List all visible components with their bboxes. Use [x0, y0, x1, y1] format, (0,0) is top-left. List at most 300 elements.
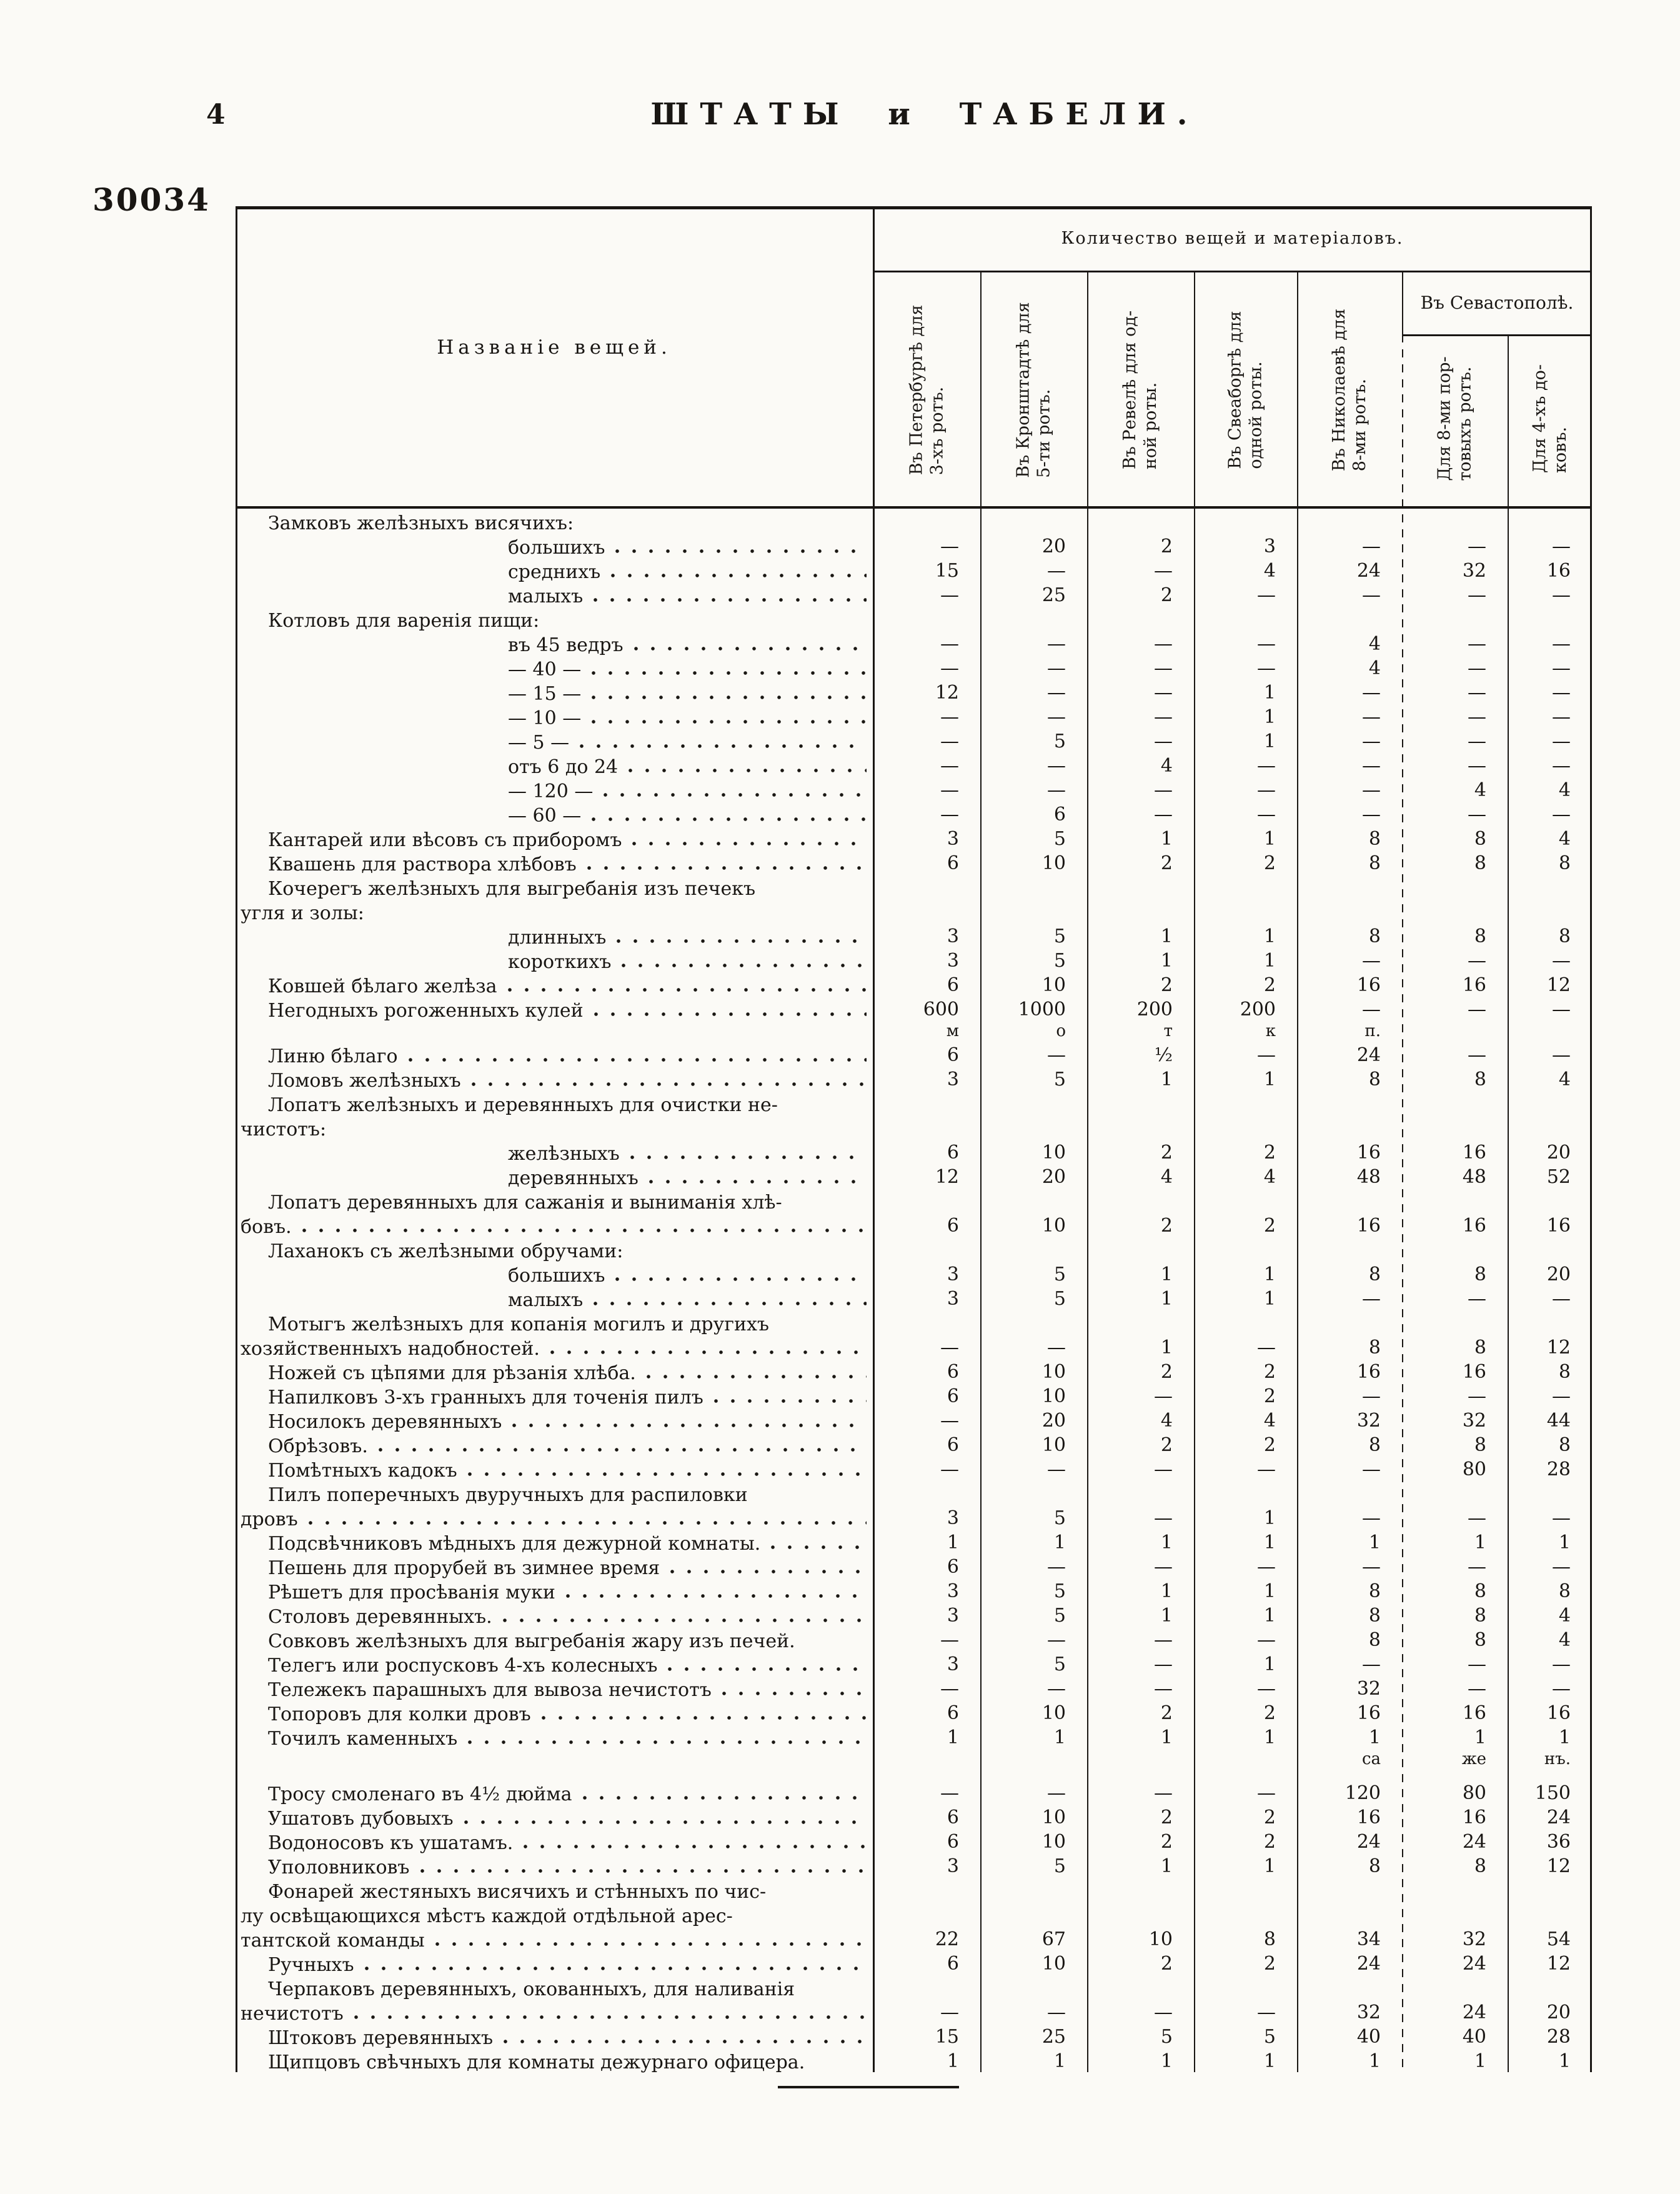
qty-cell-revel: —: [1154, 804, 1173, 825]
item-name: [236, 1069, 873, 1093]
qty-cell-kronstadt: 10: [1041, 852, 1066, 874]
item-name: [236, 779, 873, 804]
qty-cell-nikolaev: [1297, 511, 1402, 536]
qty-cell-sevastopol-docks: 12: [1546, 1337, 1571, 1359]
qty-cell-sevastopol-port: —: [1468, 1653, 1486, 1675]
item-name-text: Замковъ желѣзныхъ висячихъ:: [268, 512, 574, 534]
item-name: [236, 1239, 873, 1264]
qty-cell-sevastopol-docks: 28: [1546, 1459, 1571, 1480]
qty-cell-kronstadt: 1: [1053, 2050, 1066, 2072]
item-name: [236, 657, 873, 682]
qty-cell-petersburg: м: [946, 1022, 959, 1040]
qty-cell-petersburg: 600: [923, 999, 959, 1020]
dot-leader: [364, 1965, 867, 1972]
qty-cell-nikolaev: —: [1362, 1653, 1381, 1675]
qty-cell-petersburg: [873, 877, 980, 925]
qty-cell-nikolaev: 32: [1356, 1678, 1381, 1700]
qty-cell-sevastopol-port: 8: [1474, 1629, 1486, 1651]
qty-cell-petersburg: —: [940, 706, 959, 728]
item-name-text: — 10 —: [508, 707, 582, 729]
qty-cell-nikolaev: —: [1362, 706, 1381, 728]
qty-cell-revel: [1087, 511, 1194, 536]
qty-cell-sevastopol-docks: 1: [1558, 2050, 1571, 2072]
qty-cell-kronstadt: 20: [1041, 1410, 1066, 1432]
qty-cell-sevastopol-port: 1: [1474, 1727, 1486, 1748]
item-name-text: Совковъ желѣзныхъ для выгребанія жару изъ печей.: [268, 1630, 795, 1652]
column-header-label: Въ Петербургѣ для 3-хъ ротъ.: [907, 304, 947, 476]
column-header-label: Въ Кронштадтѣ для 5-ти ротъ.: [1013, 302, 1054, 478]
item-name-text: — 40 —: [508, 659, 582, 681]
qty-cell-petersburg: —: [940, 1629, 959, 1651]
qty-cell-petersburg: 6: [947, 1385, 959, 1407]
item-name-text: въ 45 ведръ: [508, 634, 624, 656]
qty-cell-petersburg: —: [940, 755, 959, 777]
item-name-text: Котловъ для варенія пищи:: [268, 610, 540, 632]
qty-cell-kronstadt: 1: [1053, 1532, 1066, 1553]
qty-cell-nikolaev: 8: [1368, 852, 1381, 874]
qty-cell-kronstadt: 10: [1041, 1215, 1066, 1237]
qty-cell-sevastopol-docks: 8: [1558, 925, 1571, 947]
qty-cell-sveaborg: 2: [1263, 1831, 1276, 1853]
qty-cell-sevastopol-port: 16: [1462, 1215, 1486, 1237]
qty-cell-nikolaev: 32: [1356, 2002, 1381, 2023]
qty-cell-kronstadt: 5: [1053, 1069, 1066, 1090]
qty-cell-nikolaev: са: [1361, 1750, 1381, 1768]
item-name-text: Пешень для прорубей въ зимнее время: [268, 1557, 660, 1579]
item-name-text: Водоносовъ къ ушатамъ.: [268, 1832, 514, 1854]
qty-cell-nikolaev: 8: [1368, 1069, 1381, 1090]
table-row: [236, 536, 1592, 560]
table-row: [236, 1782, 1592, 1807]
dot-leader: [603, 792, 867, 798]
qty-cell-nikolaev: —: [1362, 950, 1381, 972]
qty-cell-kronstadt: [980, 1093, 1087, 1142]
qty-cell-revel: 1: [1160, 1855, 1173, 1877]
qty-cell-sevastopol-docks: 16: [1546, 560, 1571, 582]
qty-cell-sveaborg: 2: [1263, 974, 1276, 996]
dot-leader: [565, 1593, 867, 1599]
dot-leader: [670, 1568, 867, 1575]
table-end-rule: [778, 2086, 959, 2088]
qty-cell-kronstadt: 10: [1041, 1831, 1066, 1853]
column-header-sveaborg: [1194, 280, 1297, 500]
qty-cell-nikolaev: 8: [1368, 1264, 1381, 1285]
qty-cell-sevastopol-docks: —: [1552, 1385, 1571, 1407]
qty-cell-sevastopol-docks: —: [1552, 682, 1571, 704]
qty-cell-sevastopol-port: 8: [1474, 1434, 1486, 1456]
qty-cell-petersburg: 6: [947, 1831, 959, 1853]
qty-cell-kronstadt: 5: [1053, 1507, 1066, 1529]
qty-cell-revel: —: [1154, 706, 1173, 728]
item-name-text: Мотыгъ желѣзныхъ для копанія могилъ и другихъ: [268, 1314, 769, 1335]
qty-cell-revel: 1: [1160, 1337, 1173, 1359]
qty-cell-sevastopol-docks: 12: [1546, 1855, 1571, 1877]
table-group-row: [236, 511, 1592, 536]
header-bottom-rule: [236, 506, 1592, 509]
qty-cell-sevastopol-docks: 16: [1546, 1702, 1571, 1724]
qty-cell-sveaborg: 1: [1263, 828, 1276, 850]
qty-cell-kronstadt: [980, 877, 1087, 925]
dot-leader: [467, 1471, 867, 1477]
qty-cell-nikolaev: 8: [1368, 1580, 1381, 1602]
item-name-text: тантской команды: [241, 1930, 425, 1952]
item-name: [236, 1264, 873, 1288]
qty-cell-nikolaev: —: [1362, 731, 1381, 752]
qty-cell-revel: 1: [1160, 1532, 1173, 1553]
qty-cell-nikolaev: 8: [1368, 925, 1381, 947]
table-row: [236, 1605, 1592, 1629]
item-name: [236, 852, 873, 877]
qty-cell-sveaborg: [1194, 1751, 1297, 1772]
table-row: [236, 1385, 1592, 1410]
dot-leader: [593, 597, 867, 603]
qty-cell-petersburg: [873, 1093, 980, 1142]
qty-cell-sevastopol-docks: —: [1552, 657, 1571, 679]
qty-cell-sevastopol-port: —: [1468, 1288, 1486, 1310]
qty-cell-sevastopol-port: 16: [1462, 974, 1486, 996]
qty-cell-revel: 200: [1136, 999, 1173, 1020]
item-name-text: Линю бѣлаго: [268, 1045, 398, 1067]
qty-cell-nikolaev: [1297, 609, 1402, 633]
dot-leader: [512, 1422, 867, 1429]
qty-cell-kronstadt: —: [1047, 1044, 1066, 1066]
table-group-row: [236, 1093, 1592, 1142]
qty-cell-revel: 1: [1160, 828, 1173, 850]
qty-cell-sveaborg: [1194, 1093, 1297, 1142]
item-name: [236, 1653, 873, 1678]
qty-cell-kronstadt: 1000: [1018, 999, 1066, 1020]
item-name: [236, 828, 873, 852]
item-name: [236, 1953, 873, 1977]
table-row: [236, 1653, 1592, 1678]
qty-cell-sevastopol-port: —: [1468, 804, 1486, 825]
qty-cell-sevastopol-port: [1402, 1023, 1508, 1044]
qty-cell-revel: 1: [1160, 925, 1173, 947]
qty-cell-sveaborg: —: [1257, 1556, 1276, 1578]
qty-cell-petersburg: 3: [947, 1288, 959, 1310]
qty-cell-petersburg: 6: [947, 1215, 959, 1237]
item-name-text: Лаханокъ съ желѣзными обручами:: [268, 1240, 624, 1262]
qty-cell-nikolaev: [1297, 1093, 1402, 1142]
qty-cell-sevastopol-docks: —: [1552, 1556, 1571, 1578]
qty-cell-nikolaev: 8: [1368, 828, 1381, 850]
qty-cell-kronstadt: 20: [1041, 1166, 1066, 1188]
qty-cell-sveaborg: 2: [1263, 1953, 1276, 1975]
qty-cell-sevastopol-port: 8: [1474, 925, 1486, 947]
qty-cell-revel: 1: [1160, 1288, 1173, 1310]
dot-leader: [582, 1795, 867, 1801]
qty-cell-revel: —: [1154, 682, 1173, 704]
table-row: [236, 1312, 1592, 1361]
qty-cell-sevastopol-port: —: [1468, 657, 1486, 679]
qty-cell-nikolaev: —: [1362, 1507, 1381, 1529]
qty-cell-petersburg: 3: [947, 1069, 959, 1090]
qty-cell-kronstadt: [980, 1751, 1087, 1772]
item-name-text: Квашень для раствора хлѣбовъ: [268, 854, 577, 875]
dot-leader: [646, 1374, 867, 1380]
sevastopol-header-rule: [1402, 334, 1592, 336]
table-row: [236, 1459, 1592, 1483]
item-name: [236, 804, 873, 828]
qty-cell-sveaborg: 1: [1263, 1069, 1276, 1090]
table-row: [236, 1880, 1592, 1953]
qty-cell-sveaborg: 1: [1263, 1288, 1276, 1310]
column-header-label: Въ Ревелѣ для од- ной роты.: [1120, 310, 1161, 470]
item-name: [236, 1782, 873, 1807]
qty-cell-nikolaev: 24: [1356, 1044, 1381, 1066]
table-row: [236, 1855, 1592, 1880]
item-name: [236, 1556, 873, 1580]
table-row: [236, 1044, 1592, 1069]
qty-cell-sevastopol-port: —: [1468, 1044, 1486, 1066]
qty-cell-petersburg: —: [940, 1410, 959, 1432]
qty-cell-petersburg: —: [940, 1678, 959, 1700]
qty-cell-petersburg: [873, 511, 980, 536]
item-name-text: Рѣшетъ для просѣванія муки: [268, 1582, 555, 1603]
qty-cell-sveaborg: 1: [1263, 925, 1276, 947]
table-row: [236, 1678, 1592, 1702]
item-name-text: длинныхъ: [508, 927, 607, 949]
qty-cell-revel: 10: [1148, 1928, 1173, 1950]
qty-cell-sveaborg: [1194, 609, 1297, 633]
qty-cell-sevastopol-port: —: [1468, 755, 1486, 777]
qty-cell-sevastopol-port: 32: [1462, 1928, 1486, 1950]
qty-cell-revel: [1087, 609, 1194, 633]
qty-cell-sveaborg: 2: [1263, 1385, 1276, 1407]
qty-cell-revel: 1: [1160, 2050, 1173, 2072]
item-name-text: Лопатъ желѣзныхъ и деревянныхъ для очистки не-: [268, 1094, 778, 1116]
qty-cell-revel: [1087, 1751, 1194, 1772]
dot-leader: [435, 1941, 867, 1947]
qty-cell-sveaborg: 1: [1263, 682, 1276, 704]
qty-cell-sevastopol-port: —: [1468, 682, 1486, 704]
unit-letters-row: [236, 1751, 1592, 1772]
item-name: [236, 1312, 873, 1361]
qty-cell-revel: 4: [1160, 1410, 1173, 1432]
qty-cell-sevastopol-port: 16: [1462, 1142, 1486, 1164]
table-row: [236, 682, 1592, 706]
qty-cell-revel: ½: [1154, 1044, 1173, 1066]
qty-cell-kronstadt: 25: [1041, 2026, 1066, 2048]
dot-leader: [594, 1011, 867, 1017]
item-name-text: Щипцовъ свѣчныхъ для комнаты дежурнаго офицера.: [268, 2052, 805, 2073]
qty-cell-petersburg: —: [940, 633, 959, 655]
qty-cell-kronstadt: 10: [1041, 1953, 1066, 1975]
qty-cell-kronstadt: —: [1047, 633, 1066, 655]
qty-cell-nikolaev: 40: [1356, 2026, 1381, 2048]
table-row: [236, 1410, 1592, 1434]
item-name: [236, 1190, 873, 1239]
item-name-text: Кочерегъ желѣзныхъ для выгребанія изъ печекъ: [268, 878, 756, 900]
qty-cell-revel: 2: [1160, 536, 1173, 557]
item-name: [236, 999, 873, 1023]
dot-leader: [579, 743, 867, 749]
qty-cell-nikolaev: 8: [1368, 1434, 1381, 1456]
qty-cell-kronstadt: —: [1047, 1337, 1066, 1359]
qty-cell-sevastopol-port: 8: [1474, 1855, 1486, 1877]
qty-cell-sevastopol-docks: —: [1552, 1044, 1571, 1066]
table-row: [236, 584, 1592, 609]
qty-cell-kronstadt: 5: [1053, 1288, 1066, 1310]
item-name-text: Тележекъ парашныхъ для вывоза нечистотъ: [268, 1679, 712, 1701]
page-title: ШТАТЫ и ТАБЕЛИ.: [650, 97, 1199, 132]
qty-cell-kronstadt: —: [1047, 779, 1066, 801]
qty-cell-revel: т: [1163, 1022, 1173, 1040]
dot-leader: [667, 1666, 867, 1672]
qty-cell-sevastopol-port: —: [1468, 1385, 1486, 1407]
item-name-text: Ушатовъ дубовыхъ: [268, 1808, 454, 1830]
item-name-text: желѣзныхъ: [508, 1143, 620, 1165]
items-table: [236, 206, 1592, 2072]
table-row: [236, 1953, 1592, 1977]
qty-cell-sveaborg: 2: [1263, 1215, 1276, 1237]
qty-cell-sevastopol-port: —: [1468, 731, 1486, 752]
item-name: [236, 2026, 873, 2050]
qty-cell-revel: 5: [1160, 2026, 1173, 2048]
qty-cell-petersburg: [873, 609, 980, 633]
qty-cell-sevastopol-port: 1: [1474, 1532, 1486, 1553]
qty-cell-revel: —: [1154, 633, 1173, 655]
item-name: [236, 682, 873, 706]
item-name: [236, 1044, 873, 1069]
item-name: [236, 755, 873, 779]
qty-cell-nikolaev: 16: [1356, 1361, 1381, 1383]
item-name: [236, 536, 873, 560]
qty-cell-nikolaev: 8: [1368, 1855, 1381, 1877]
qty-cell-revel: —: [1154, 731, 1173, 752]
qty-cell-sveaborg: 1: [1263, 1532, 1276, 1553]
qty-cell-nikolaev: 4: [1368, 633, 1381, 655]
table-row: [236, 1264, 1592, 1288]
qty-cell-sevastopol-docks: 28: [1546, 2026, 1571, 2048]
qty-cell-sveaborg: 1: [1263, 1727, 1276, 1748]
name-column-header: Названіе вещей.: [437, 336, 672, 359]
qty-cell-petersburg: 22: [935, 1928, 959, 1950]
qty-cell-sevastopol-docks: 4: [1558, 828, 1571, 850]
qty-cell-sveaborg: [1194, 511, 1297, 536]
table-row: [236, 1807, 1592, 1831]
qty-cell-sveaborg: 1: [1263, 1855, 1276, 1877]
table-row: [236, 1142, 1592, 1166]
qty-cell-sveaborg: [1194, 877, 1297, 925]
item-name-text: Негодныхъ рогоженныхъ кулей: [268, 1000, 584, 1022]
qty-cell-petersburg: 3: [947, 1264, 959, 1285]
qty-cell-kronstadt: —: [1047, 657, 1066, 679]
qty-cell-nikolaev: 16: [1356, 1807, 1381, 1828]
qty-cell-petersburg: 6: [947, 1807, 959, 1828]
qty-cell-nikolaev: —: [1362, 1385, 1381, 1407]
item-name-text: нечистотъ: [241, 2003, 344, 2025]
qty-cell-sevastopol-docks: —: [1552, 1678, 1571, 1700]
qty-cell-petersburg: —: [940, 804, 959, 825]
dot-leader: [634, 646, 867, 652]
table-row: [236, 1702, 1592, 1727]
qty-cell-sevastopol-docks: 52: [1546, 1166, 1571, 1188]
qty-cell-petersburg: —: [940, 1459, 959, 1480]
qty-cell-sevastopol-docks: [1508, 1239, 1592, 1264]
qty-cell-petersburg: [873, 1239, 980, 1264]
table-row: [236, 925, 1592, 950]
qty-cell-nikolaev: 1: [1368, 1727, 1381, 1748]
qty-cell-kronstadt: —: [1047, 560, 1066, 582]
qty-cell-revel: 1: [1160, 1605, 1173, 1627]
item-name: [236, 877, 873, 925]
qty-cell-sevastopol-docks: [1508, 511, 1592, 536]
qty-cell-petersburg: 3: [947, 1855, 959, 1877]
qty-cell-nikolaev: —: [1362, 682, 1381, 704]
qty-cell-nikolaev: 8: [1368, 1337, 1381, 1359]
table-row: [236, 804, 1592, 828]
qty-cell-nikolaev: 16: [1356, 1702, 1381, 1724]
qty-cell-revel: 2: [1160, 852, 1173, 874]
item-name: [236, 1605, 873, 1629]
qty-cell-kronstadt: —: [1047, 682, 1066, 704]
dot-leader: [464, 1819, 867, 1825]
qty-cell-nikolaev: 24: [1356, 1831, 1381, 1853]
qty-cell-sveaborg: —: [1257, 1782, 1276, 1804]
qty-cell-sveaborg: [1194, 1239, 1297, 1264]
qty-cell-kronstadt: —: [1047, 1459, 1066, 1480]
item-name: [236, 1361, 873, 1385]
dot-leader: [628, 767, 867, 774]
qty-cell-nikolaev: 8: [1368, 1629, 1381, 1651]
qty-cell-revel: —: [1154, 1385, 1173, 1407]
qty-cell-kronstadt: 5: [1053, 1605, 1066, 1627]
dot-leader: [302, 1227, 867, 1234]
column-header-revel: [1087, 280, 1194, 500]
qty-cell-revel: 2: [1160, 974, 1173, 996]
qty-cell-kronstadt: 10: [1041, 1702, 1066, 1724]
item-name: [236, 1093, 873, 1142]
qty-cell-sevastopol-port: —: [1468, 950, 1486, 972]
qty-cell-sevastopol-port: 8: [1474, 1337, 1486, 1359]
table-row: [236, 1629, 1592, 1653]
quantity-header: Количество вещей и матеріаловъ.: [1061, 229, 1404, 248]
qty-cell-revel: [1087, 1093, 1194, 1142]
table-row: [236, 1166, 1592, 1190]
dot-leader: [550, 1349, 867, 1355]
qty-cell-revel: 2: [1160, 1215, 1173, 1237]
qty-cell-revel: [1087, 1239, 1194, 1264]
item-name: [236, 1142, 873, 1166]
qty-cell-sevastopol-port: 8: [1474, 1605, 1486, 1627]
item-name: [236, 1532, 873, 1556]
item-name: [236, 706, 873, 731]
qty-cell-nikolaev: 1: [1368, 1532, 1381, 1553]
item-name-text: Носилокъ деревянныхъ: [268, 1411, 502, 1433]
column-divider: [1402, 271, 1403, 334]
qty-cell-sevastopol-docks: —: [1552, 1288, 1571, 1310]
qty-cell-sveaborg: 8: [1263, 1928, 1276, 1950]
item-name: [236, 1855, 873, 1880]
qty-cell-sevastopol-port: 24: [1462, 1831, 1486, 1853]
item-name-text: среднихъ: [508, 561, 601, 583]
item-name: [236, 511, 873, 536]
table-row: [236, 1434, 1592, 1459]
qty-cell-kronstadt: 5: [1053, 1264, 1066, 1285]
qty-cell-kronstadt: 10: [1041, 1385, 1066, 1407]
table-row: [236, 1288, 1592, 1312]
table-row: [236, 950, 1592, 974]
qty-cell-kronstadt: —: [1047, 2002, 1066, 2023]
qty-cell-sevastopol-docks: 1: [1558, 1727, 1571, 1748]
table-row: [236, 779, 1592, 804]
item-name-text: Тросу смоленаго въ 4½ дюйма: [268, 1783, 572, 1805]
qty-cell-sevastopol-docks: 20: [1546, 1264, 1571, 1285]
qty-cell-sveaborg: 1: [1263, 1653, 1276, 1675]
qty-cell-sevastopol-docks: —: [1552, 950, 1571, 972]
qty-cell-sveaborg: 200: [1240, 999, 1276, 1020]
